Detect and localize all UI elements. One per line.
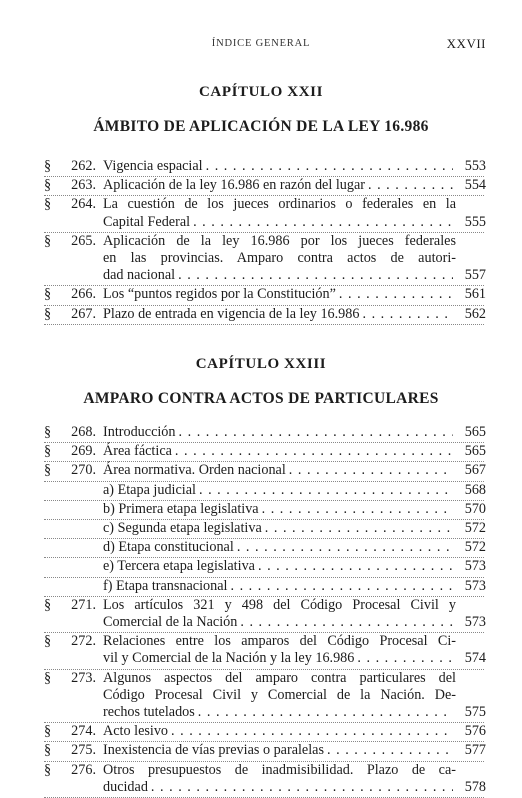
running-header xyxy=(0,38,522,52)
page-number: 577 xyxy=(464,742,486,759)
dot-leader xyxy=(193,214,453,231)
dot-leader xyxy=(151,779,453,796)
section-number: 264. xyxy=(71,196,96,213)
entry-text: Inexistencia de vías previas o paralelas xyxy=(103,742,324,759)
toc-entry xyxy=(0,177,522,194)
page-number: 565 xyxy=(464,443,486,460)
toc-entry xyxy=(0,158,522,175)
entry-text: c) Segunda etapa legislativa xyxy=(103,520,262,537)
chapter-title: AMPARO CONTRA ACTOS DE PARTICULARES xyxy=(83,390,439,407)
entry-text-line: Código Procesal Civil y Comercial de la Nación. De- xyxy=(103,686,456,703)
chapter-title: ÁMBITO DE APLICACIÓN DE LA LEY 16.986 xyxy=(93,118,429,135)
entry-text-line: Relaciones entre los amparos del Código Procesal Ci- xyxy=(103,633,456,650)
toc-entry xyxy=(0,233,522,285)
page-number: 572 xyxy=(464,520,486,537)
page-number: 554 xyxy=(464,177,486,194)
section-mark: § xyxy=(44,424,52,440)
toc-entry xyxy=(0,762,522,796)
dot-leader xyxy=(171,723,453,740)
chapter-label: CAPÍTULO XXII xyxy=(198,84,324,100)
section-number: 272. xyxy=(71,633,96,650)
entry-text-line: La cuestión de los jueces ordinarios o federales en la xyxy=(103,196,456,213)
dot-leader xyxy=(240,614,453,631)
toc-list xyxy=(0,158,522,325)
page-number: 573 xyxy=(464,558,486,575)
section-mark: § xyxy=(44,286,52,303)
toc-entry xyxy=(0,443,522,460)
toc-entry xyxy=(0,578,522,595)
toc-entry xyxy=(0,286,522,303)
toc-entry xyxy=(0,462,522,479)
page-number: 568 xyxy=(464,481,486,498)
section-mark: § xyxy=(44,443,52,460)
dot-leader xyxy=(199,482,453,499)
section-number: 262. xyxy=(71,158,96,174)
section-number: 276. xyxy=(71,761,96,778)
chapter-label: CAPÍTULO XXIII xyxy=(195,356,327,372)
entry-text-line: Algunos aspectos del amparo contra particulares del xyxy=(103,669,456,686)
section-mark: § xyxy=(44,232,52,249)
entry-text: Introducción xyxy=(103,424,176,440)
toc-entry xyxy=(0,597,522,631)
dot-leader xyxy=(339,286,453,303)
section-number: 267. xyxy=(71,305,96,322)
page-number: 576 xyxy=(464,723,486,740)
page-number: 555 xyxy=(464,213,486,230)
page-number: 557 xyxy=(464,267,486,284)
toc-entry xyxy=(0,482,522,499)
entry-text: rechos tutelados xyxy=(103,704,195,721)
toc-entry xyxy=(0,196,522,230)
dot-leader xyxy=(262,501,453,518)
entry-text: a) Etapa judicial xyxy=(103,481,196,498)
section-mark: § xyxy=(44,742,52,759)
dot-leader xyxy=(198,704,453,721)
section-number: 269. xyxy=(71,443,96,460)
toc-entry xyxy=(0,424,522,441)
page-number: 572 xyxy=(464,539,486,556)
section-number: 268. xyxy=(71,424,96,440)
section-number: 275. xyxy=(71,742,96,759)
section-number: 263. xyxy=(71,177,96,194)
section-number: 271. xyxy=(71,596,96,613)
dot-leader xyxy=(289,462,453,479)
section-mark: § xyxy=(44,177,52,194)
page-number: 567 xyxy=(464,462,486,479)
dot-leader xyxy=(265,520,453,537)
dot-leader xyxy=(179,424,454,441)
toc-entry xyxy=(0,501,522,518)
section-mark: § xyxy=(44,669,52,686)
entry-text: ducidad xyxy=(103,778,148,795)
toc-entry xyxy=(0,723,522,740)
page-number: 562 xyxy=(464,305,486,322)
dot-leader xyxy=(206,158,453,175)
entry-text: Capital Federal xyxy=(103,213,191,230)
entry-text: Acto lesivo xyxy=(103,723,169,740)
section-mark: § xyxy=(44,462,52,479)
dot-leader xyxy=(175,443,453,460)
page-number: 573 xyxy=(464,577,486,594)
entry-text: Aplicación de la ley 16.986 en razón del lugar xyxy=(103,177,365,194)
page-number: 573 xyxy=(464,614,486,631)
dot-leader xyxy=(258,558,453,575)
dot-leader xyxy=(362,306,453,323)
toc-entry xyxy=(0,539,522,556)
section-mark: § xyxy=(44,196,52,213)
dot-leader xyxy=(357,650,453,667)
toc-entry xyxy=(0,520,522,537)
section-number: 270. xyxy=(71,462,96,479)
page-number: 575 xyxy=(464,704,486,721)
section-number: 265. xyxy=(71,232,96,249)
page-folio: XXVII xyxy=(446,36,486,51)
entry-text: vil y Comercial de la Nación y la ley 16.986 xyxy=(103,650,355,667)
dot-leader xyxy=(178,267,453,284)
section-number: 266. xyxy=(71,286,96,303)
entry-text-line: Aplicación de la ley 16.986 por los jueces federales xyxy=(103,232,456,249)
dot-leader xyxy=(237,539,453,556)
entry-text: e) Tercera etapa legislativa xyxy=(103,558,255,575)
toc-entry xyxy=(0,742,522,759)
entry-text-line: Los artículos 321 y 498 del Código Procesal Civil y xyxy=(103,596,456,613)
entry-divider xyxy=(44,323,484,325)
entry-text: Plazo de entrada en vigencia de la ley 16.986 xyxy=(103,305,360,322)
running-title: ÍNDICE GENERAL xyxy=(211,38,311,49)
entry-text-line: Otros presupuestos de inadmisibilidad. Plazo de ca- xyxy=(103,761,456,778)
entry-text: b) Primera etapa legislativa xyxy=(103,500,259,517)
page-number: 561 xyxy=(464,286,486,303)
section-mark: § xyxy=(44,305,52,322)
page-number: 553 xyxy=(464,158,486,174)
entry-text-line: en las provincias. Amparo contra actos de autori- xyxy=(103,250,456,267)
entry-text: Vigencia espacial xyxy=(103,158,203,174)
section-mark: § xyxy=(44,596,52,613)
entry-text: dad nacional xyxy=(103,267,176,284)
section-mark: § xyxy=(44,761,52,778)
entry-text: Los “puntos regidos por la Constitución” xyxy=(103,286,336,303)
toc-list xyxy=(0,424,522,798)
dot-leader xyxy=(368,177,453,194)
section-mark: § xyxy=(44,158,52,174)
page-number: 578 xyxy=(464,778,486,795)
dot-leader xyxy=(327,742,453,759)
entry-text: Área normativa. Orden nacional xyxy=(103,462,286,479)
section-mark: § xyxy=(44,633,52,650)
entry-text: d) Etapa constitucional xyxy=(103,539,234,556)
section-number: 274. xyxy=(71,723,96,740)
toc-entry xyxy=(0,633,522,667)
page-number: 565 xyxy=(464,424,486,440)
toc-entry xyxy=(0,670,522,722)
entry-text: Comercial de la Nación xyxy=(103,614,238,631)
section-number: 273. xyxy=(71,669,96,686)
entry-text: f) Etapa transnacional xyxy=(103,577,228,594)
page-number: 570 xyxy=(464,500,486,517)
toc-entry xyxy=(0,558,522,575)
page-number: 574 xyxy=(464,650,486,667)
toc-entry xyxy=(0,306,522,323)
section-mark: § xyxy=(44,723,52,740)
entry-text: Área fáctica xyxy=(103,443,172,460)
dot-leader xyxy=(230,578,453,595)
